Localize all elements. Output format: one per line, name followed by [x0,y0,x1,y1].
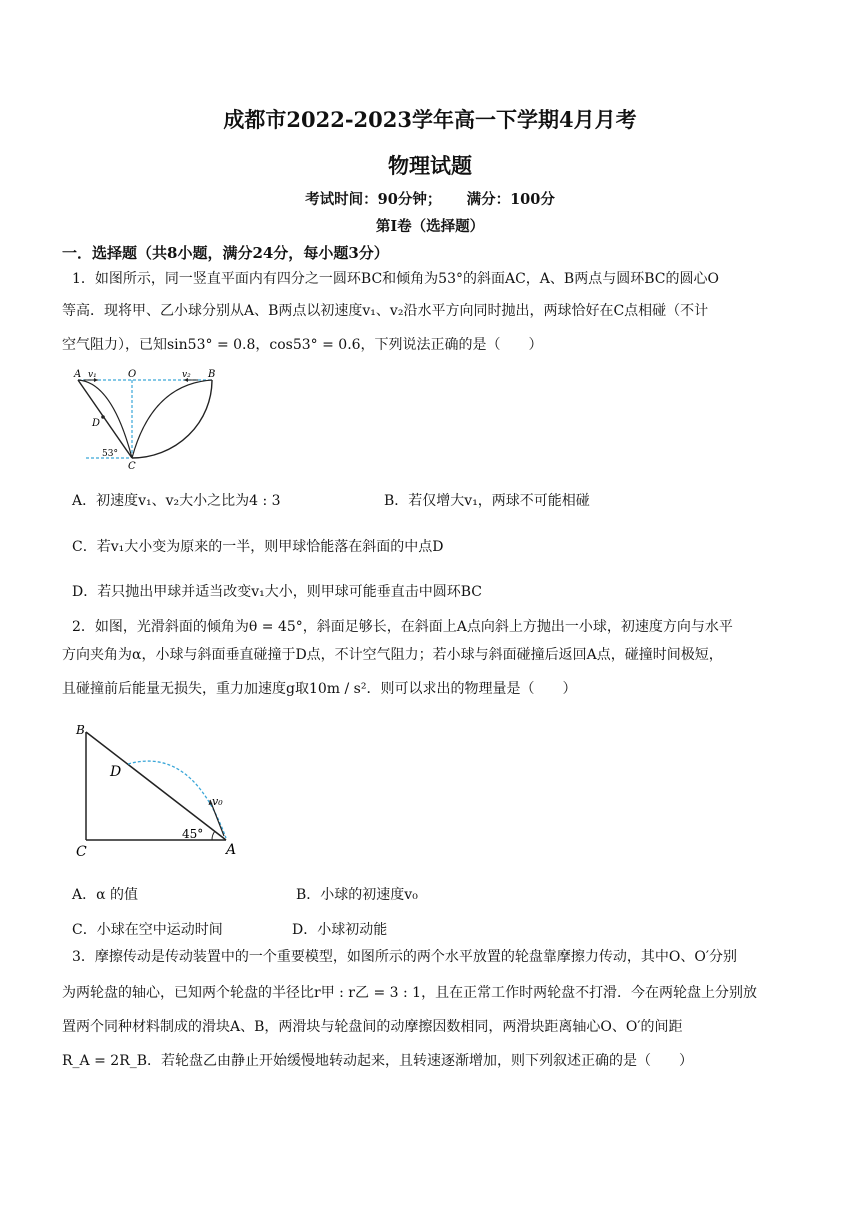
exam-info: 考试时间：90分钟； 满分：100分 [305,191,555,208]
q2-fig-label-a: A [226,842,237,858]
volume-heading: 第I卷（选择题） [375,218,485,235]
page-title: 成都市2022-2023学年高一下学期4月月考 [223,107,637,132]
q1-option-d: D．若只抛出甲球并适当改变v₁大小，则甲球可能垂直击中圆环BC [72,584,483,600]
q1-fig-label-b: B [208,369,216,380]
page-subtitle: 物理试题 [388,153,472,178]
q1-fig-label-angle: 53° [102,449,118,459]
q1-fig-label-a: A [74,369,82,380]
q2-fig-label-d: D [110,764,122,780]
q1-fig-label-o: O [128,369,137,380]
q2-line1: 2．如图，光滑斜面的倾角为θ = 45°，斜面足够长，在斜面上A点向斜上方抛出一小球，初速度方向与水平 [72,619,733,635]
q2-fig-label-v0: v₀ [212,795,223,808]
q1-line2: 等高．现将甲、乙小球分别从A、B两点以初速度v₁、v₂沿水平方向同时抛出，两球恰好在C点相碰（不计 [62,303,709,319]
q1-fig-label-v2: v₂ [182,370,191,380]
q2-option-d: D．小球初动能 [292,922,388,938]
q3-line2: 为两轮盘的轴心，已知两个轮盘的半径比r甲 : r乙 = 3 : 1，且在正常工作时两轮盘不打滑．今在两轮盘上分别放 [62,985,758,1001]
q1-line1: 1．如图所示，同一竖直平面内有四分之一圆环BC和倾角为53°的斜面AC，A、B两点与圆环BC的圆心O [72,271,719,287]
q2-option-a: A．α 的值 [72,887,139,903]
q2-line3: 且碰撞前后能量无损失，重力加速度g取10m / s²．则可以求出的物理量是（ ） [62,681,577,697]
q3-line1: 3．摩擦传动是传动装置中的一个重要模型，如图所示的两个水平放置的轮盘靠摩擦力传动，其中O、O′分别 [72,949,738,965]
q1-option-c: C．若v₁大小变为原来的一半，则甲球恰能落在斜面的中点D [72,539,444,555]
q3-line4: R_A = 2R_B．若轮盘乙由静止开始缓慢地转动起来，且转速逐渐增加，则下列叙述正确的是（ ） [62,1053,694,1069]
q2-fig-label-c: C [76,844,87,860]
q1-fig-label-d: D [92,418,101,429]
q1-figure [72,366,222,470]
q2-figure [72,720,242,860]
q1-line3: 空气阻力），已知sin53° = 0.8，cos53° = 0.6，下列说法正确的是（ ） [62,337,543,353]
q1-option-a: A．初速度v₁、v₂大小之比为4 : 3 [72,493,281,509]
q2-fig-label-angle: 45° [182,827,204,841]
section-heading: 一．选择题（共8小题，满分24分，每小题3分） [62,244,389,262]
q1-option-b: B．若仅增大v₁，两球不可能相碰 [384,493,590,509]
q2-option-c: C．小球在空中运动时间 [72,922,223,938]
q2-fig-label-b: B [76,723,85,737]
q2-line2: 方向夹角为α，小球与斜面垂直碰撞于D点，不计空气阻力；若小球与斜面碰撞后返回A点，碰撞时间极短， [62,647,723,663]
q3-line3: 置两个同种材料制成的滑块A、B，两滑块与轮盘间的动摩擦因数相同，两滑块距离轴心O、O′的间距 [62,1019,683,1035]
q1-fig-label-v1: v₁ [88,370,97,380]
q2-option-b: B．小球的初速度v₀ [296,887,418,903]
q1-fig-label-c: C [128,461,136,470]
